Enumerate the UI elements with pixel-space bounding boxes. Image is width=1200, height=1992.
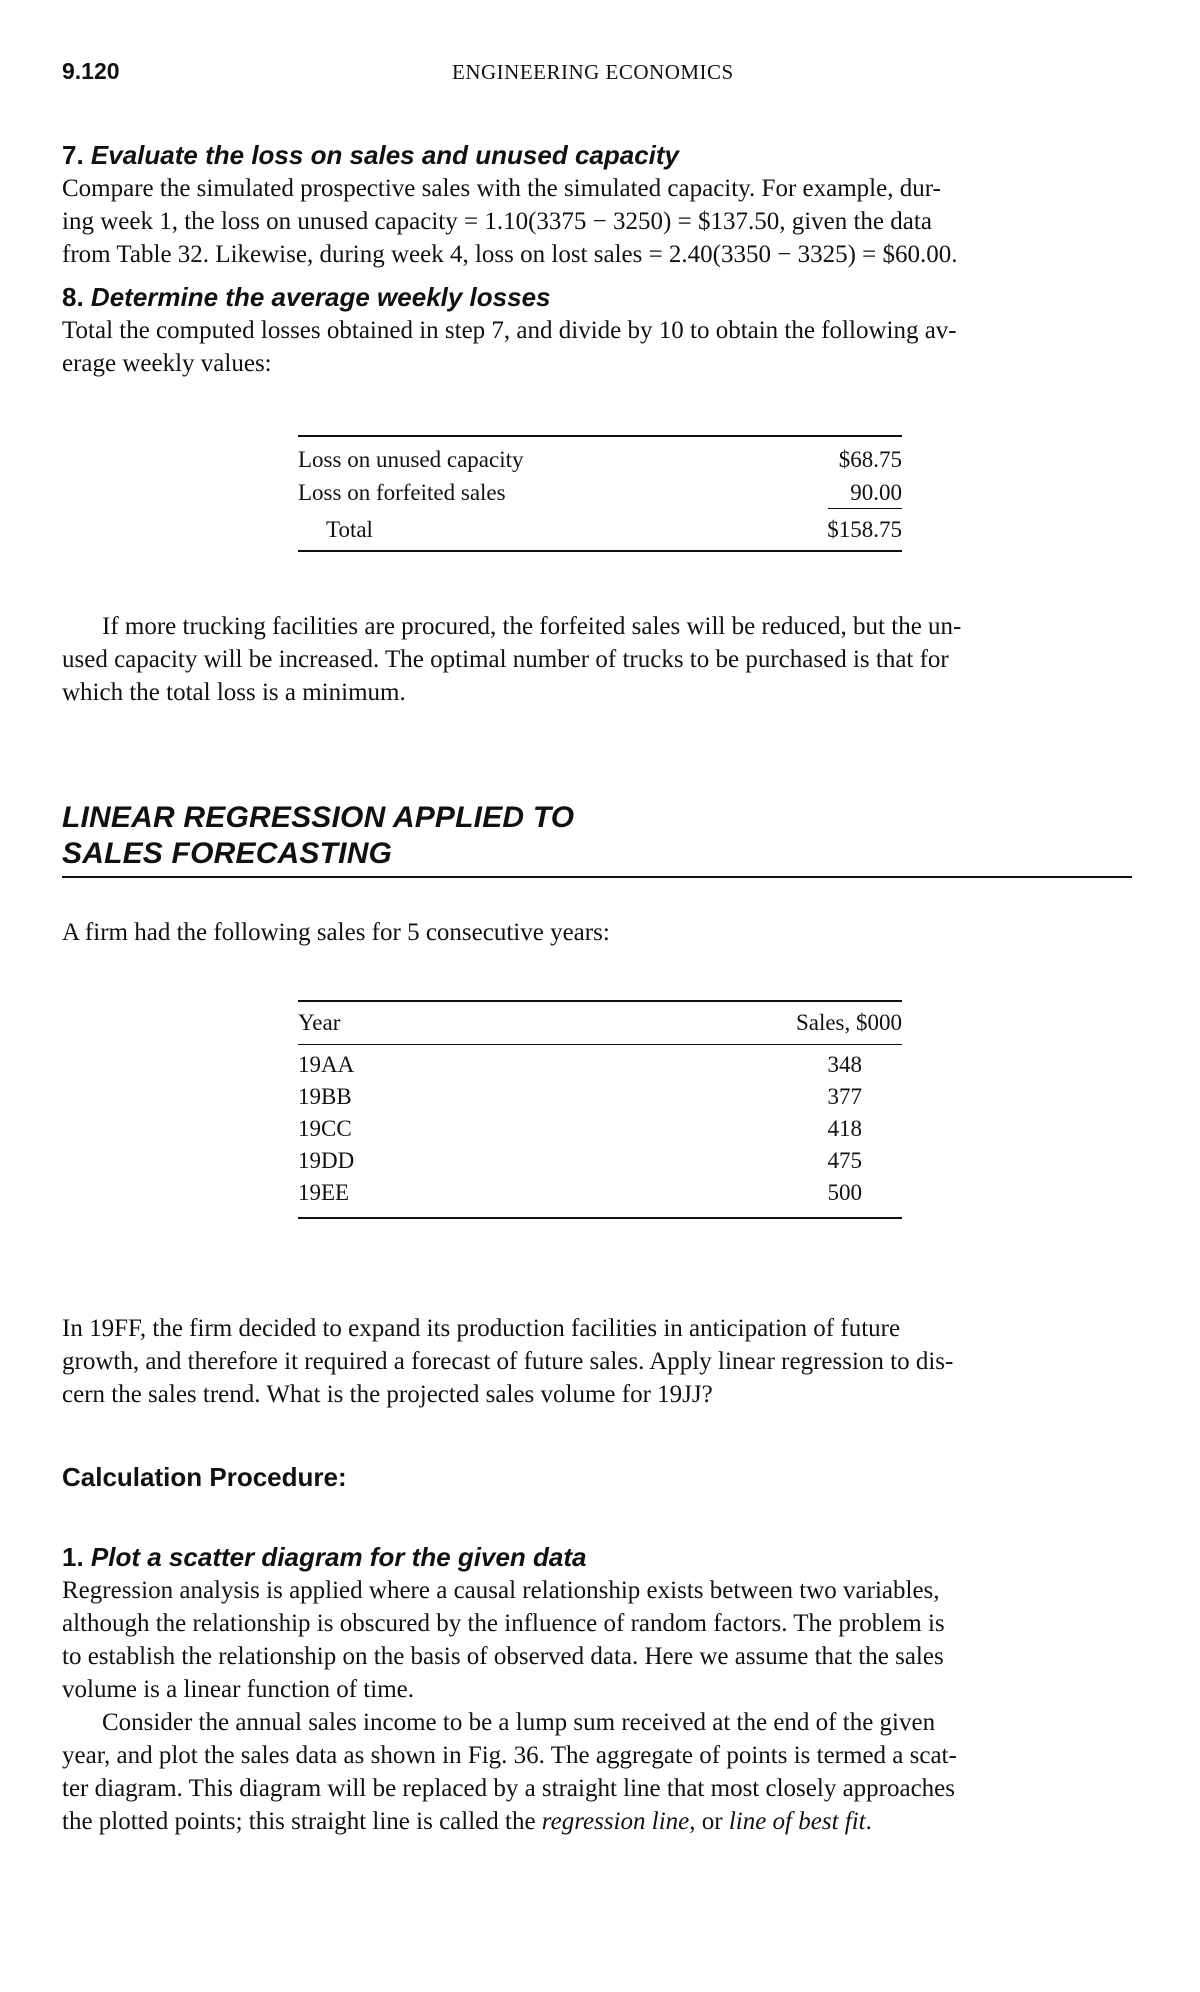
table-row [298, 1145, 902, 1177]
paragraph-line: although the relationship is obscured by the influence of random factors. The problem is [62, 1610, 945, 1637]
section-title [62, 800, 1132, 872]
table-top-rule [298, 1000, 902, 1002]
line-text: the plotted points; this straight line is called the [62, 1808, 542, 1835]
step-8-title: Determine the average weekly losses [90, 282, 551, 312]
sales-table-header [298, 1006, 902, 1040]
paragraph-line: which the total loss is a minimum. [62, 679, 406, 706]
table-header-row [298, 1006, 902, 1040]
loss-label: Loss on forfeited sales [298, 480, 506, 505]
paragraph-line: ter diagram. This diagram will be replaced by a straight line that most closely approaches [62, 1775, 956, 1802]
step-7-line: Compare the simulated prospective sales with the simulated capacity. For example, dur- [62, 175, 941, 202]
sales-cell: 418 [827, 1116, 862, 1141]
table-bottom-rule [298, 1217, 902, 1219]
running-title: ENGINEERING ECONOMICS [452, 60, 734, 84]
step-1-number: 1. [62, 1542, 84, 1572]
sales-cell: 500 [827, 1180, 862, 1205]
step-8-text [62, 314, 1132, 380]
sales-table-body [298, 1049, 902, 1209]
table-top-rule [298, 435, 902, 437]
term-regression-line: regression line [541, 1808, 690, 1835]
step-8-block [62, 280, 1132, 380]
step-8-heading [62, 280, 1132, 314]
step-8-number: 8. [62, 282, 84, 312]
table-row [298, 1049, 902, 1081]
paragraph-line: to establish the relationship on the basis of observed data. Here we assume that the sales [62, 1643, 944, 1670]
step-7-heading [62, 138, 1132, 172]
year-cell: 19AA [298, 1052, 355, 1077]
calc-heading: Calculation Procedure: [62, 1462, 347, 1492]
paragraph-line: year, and plot the sales data as shown in Fig. 36. The aggregate of points is termed a scat- [62, 1742, 957, 1769]
table-row [298, 509, 902, 546]
loss-value: 90.00 [828, 478, 902, 509]
year-cell: 19EE [298, 1180, 350, 1205]
step-7-text [62, 172, 1132, 271]
header-rule [298, 1044, 902, 1045]
paragraph-line: volume is a linear function of time. [62, 1676, 414, 1703]
total-value: $158.75 [827, 517, 902, 542]
paragraph-line: Regression analysis is applied where a causal relationship exists between two variables, [62, 1577, 940, 1604]
running-header [62, 50, 1132, 90]
step-1-paragraph-2 [62, 1706, 1132, 1838]
loss-value-cell [752, 476, 902, 509]
step-1-heading [62, 1540, 1132, 1574]
paragraph-line: growth, and therefore it required a forecast of future sales. Apply linear regression to dis- [62, 1348, 954, 1375]
paragraph-line: In 19FF, the firm decided to expand its production facilities in anticipation of future [62, 1315, 901, 1342]
column-header-sales: Sales, $000 [795, 1010, 902, 1035]
term-line-of-best-fit: line of best fit [728, 1808, 866, 1835]
problem-block [62, 1312, 1132, 1411]
page [62, 50, 1132, 1835]
table-row [298, 1081, 902, 1113]
line-text: , or [689, 1808, 729, 1835]
step-7-number: 7. [62, 140, 84, 170]
year-cell: 19DD [298, 1148, 355, 1173]
sales-table [298, 1000, 902, 1219]
step-7-line: ing week 1, the loss on unused capacity = 1.10(3375 − 3250) = $137.50, given the data [62, 208, 932, 235]
line-text: . [865, 1808, 872, 1835]
section-title-line: LINEAR REGRESSION APPLIED TO [62, 801, 575, 834]
step-7-title: Evaluate the loss on sales and unused capacity [90, 140, 680, 170]
intro-block [62, 916, 1132, 949]
step-7-block [62, 138, 1132, 271]
step-8-line: Total the computed losses obtained in step 7, and divide by 10 to obtain the following av- [62, 317, 957, 344]
page-number: 9.120 [62, 58, 120, 84]
table-row [298, 443, 902, 476]
paragraph-line: used capacity will be increased. The optimal number of trucks to be purchased is that for [62, 646, 949, 673]
step-7-line: from Table 32. Likewise, during week 4, loss on lost sales = 2.40(3350 − 3325) = $60.00. [62, 241, 958, 268]
step-1-title: Plot a scatter diagram for the given data [90, 1542, 587, 1572]
sales-cell: 377 [827, 1084, 862, 1109]
sales-cell: 348 [827, 1052, 862, 1077]
paragraph-line: cern the sales trend. What is the projected sales volume for 19JJ? [62, 1381, 713, 1408]
column-header-year: Year [298, 1010, 341, 1035]
section-heading [62, 800, 1132, 872]
sales-cell: 475 [827, 1148, 862, 1173]
table-row [298, 1177, 902, 1209]
paragraph-line: If more trucking facilities are procured, the forfeited sales will be reduced, but the un- [102, 613, 962, 640]
year-cell: 19CC [298, 1116, 352, 1141]
trucks-paragraph [62, 610, 1132, 709]
loss-value: $68.75 [838, 447, 902, 472]
step-8-line: erage weekly values: [62, 350, 272, 377]
table-bottom-rule [298, 550, 902, 552]
loss-table [298, 435, 902, 552]
table-row [298, 1113, 902, 1145]
total-label: Total [326, 517, 373, 542]
section-rule [62, 876, 1132, 878]
paragraph-line [62, 1808, 872, 1835]
year-cell: 19BB [298, 1084, 352, 1109]
loss-label: Loss on unused capacity [298, 447, 524, 472]
step-1-block [62, 1540, 1132, 1838]
step-1-paragraph-1 [62, 1574, 1132, 1706]
loss-table-body [298, 443, 902, 546]
paragraph-line: Consider the annual sales income to be a lump sum received at the end of the given [102, 1709, 936, 1736]
problem-paragraph [62, 1312, 1132, 1411]
trucks-paragraph-block [62, 610, 1132, 709]
calc-heading-block [62, 1462, 1132, 1493]
intro-text: A firm had the following sales for 5 consecutive years: [62, 919, 610, 946]
section-title-line: SALES FORECASTING [62, 837, 393, 870]
table-row [298, 476, 902, 509]
